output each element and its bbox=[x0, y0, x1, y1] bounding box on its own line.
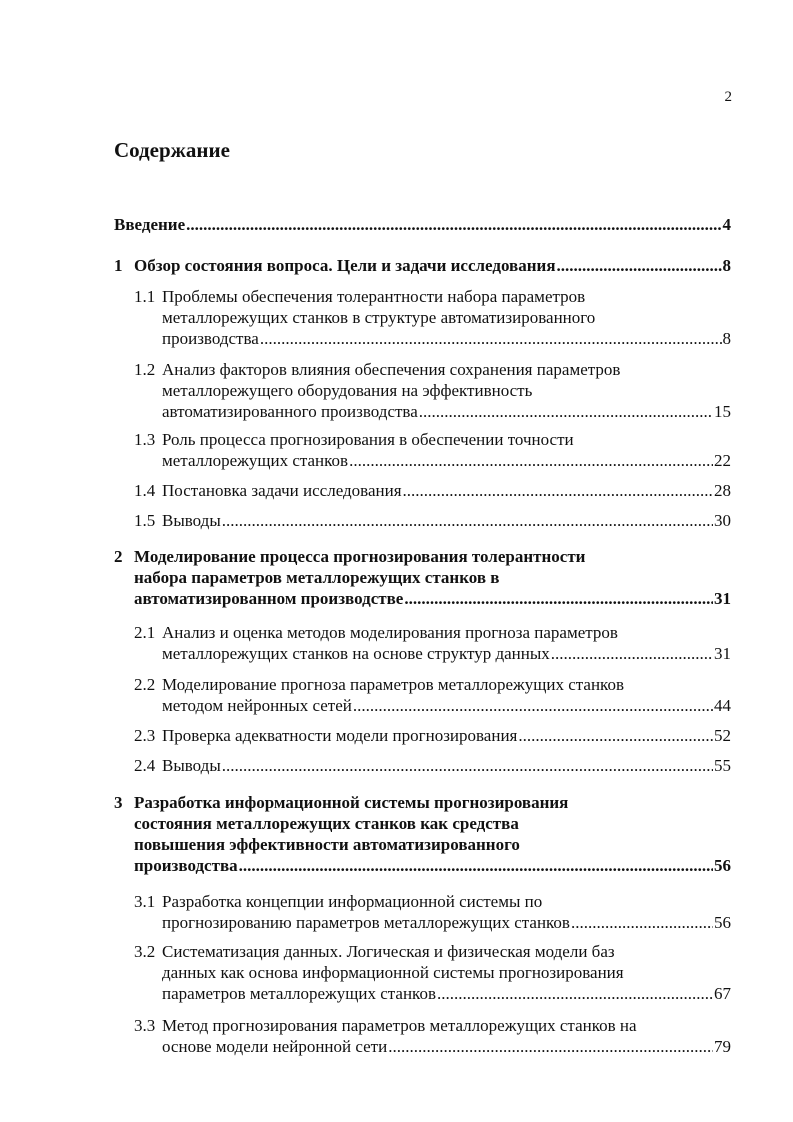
toc-entry-text-line: Постановка задачи исследования bbox=[162, 481, 402, 500]
dot-leader bbox=[551, 643, 713, 664]
toc-entry-text-line: Введение bbox=[114, 215, 186, 234]
toc-entry[interactable] bbox=[134, 480, 731, 501]
toc-entry-leader-row bbox=[162, 480, 731, 501]
toc-entry-text-line: автоматизированном производстве bbox=[134, 589, 404, 608]
toc-entry-number: 1.4 bbox=[134, 481, 156, 500]
page-title: Содержание bbox=[114, 138, 230, 162]
dot-leader bbox=[404, 588, 713, 609]
dot-leader bbox=[571, 912, 713, 933]
toc-entry-number: 3.3 bbox=[134, 1016, 156, 1035]
toc-entry-page: 56 bbox=[714, 856, 731, 875]
toc-entry-leader-row bbox=[114, 214, 731, 235]
toc-entry-text-line: Разработка концепции информационной системы по bbox=[162, 892, 543, 911]
dot-leader bbox=[419, 401, 713, 422]
toc-entry-number: 2.4 bbox=[134, 756, 156, 775]
dot-leader bbox=[349, 450, 713, 471]
toc-entry-text-line: повышения эффективности автоматизированного bbox=[134, 835, 520, 854]
toc-entry-number: 1.2 bbox=[134, 360, 156, 379]
toc-entry-text-line: Выводы bbox=[162, 511, 221, 530]
toc-entry-text-line: Проблемы обеспечения толерантности набора параметров bbox=[162, 287, 586, 306]
toc-entry-leader-row bbox=[134, 588, 731, 609]
toc-entry-page: 55 bbox=[714, 756, 731, 775]
dot-leader bbox=[186, 214, 721, 235]
toc-entry-number: 1.1 bbox=[134, 287, 156, 306]
toc-entry-text-line: Разработка информационной системы прогнозирования bbox=[134, 793, 569, 812]
toc-entry-leader-row bbox=[162, 643, 731, 664]
page-number: 2 bbox=[724, 89, 732, 105]
toc-entry-text-line: металлорежущих станков bbox=[162, 451, 349, 470]
toc-entry[interactable] bbox=[134, 622, 731, 664]
toc-entry-text-line: прогнозированию параметров металлорежущих станков bbox=[162, 913, 570, 932]
toc-entry[interactable] bbox=[134, 755, 731, 776]
toc-entry-text-line: металлорежущих станков на основе структур данных bbox=[162, 644, 550, 663]
toc-entry-text-line: Моделирование процесса прогнозирования толерантности bbox=[134, 547, 586, 566]
toc-entry[interactable] bbox=[114, 546, 731, 609]
toc-entry-number: 2.2 bbox=[134, 675, 156, 694]
toc-entry-page: 8 bbox=[722, 329, 731, 348]
toc-entry-page: 8 bbox=[722, 256, 731, 275]
toc-entry-number: 2.3 bbox=[134, 726, 156, 745]
toc-entry[interactable] bbox=[134, 429, 731, 471]
toc-entry-number: 3.1 bbox=[134, 892, 156, 911]
toc-entry[interactable] bbox=[134, 510, 731, 531]
toc-entry-text-line: Метод прогнозирования параметров металлорежущих станков на bbox=[162, 1016, 637, 1035]
toc-entry-page: 22 bbox=[714, 451, 731, 470]
toc-entry-text-line: основе модели нейронной сети bbox=[162, 1037, 388, 1056]
toc-entry-text-line: параметров металлорежущих станков bbox=[162, 984, 436, 1003]
toc-entry[interactable] bbox=[114, 214, 731, 235]
toc-entry-leader-row bbox=[162, 328, 731, 349]
dot-leader bbox=[403, 480, 713, 501]
toc-entry-text-line: Проверка адекватности модели прогнозирования bbox=[162, 726, 518, 745]
toc-entry[interactable] bbox=[134, 286, 731, 349]
toc-entry-leader-row bbox=[162, 510, 731, 531]
toc-entry-leader-row bbox=[162, 912, 731, 933]
toc-entry[interactable] bbox=[134, 891, 731, 933]
toc-entry-leader-row bbox=[162, 755, 731, 776]
dot-leader bbox=[557, 255, 722, 276]
toc-entry-leader-row bbox=[162, 1036, 731, 1057]
toc-entry-text-line: Систематизация данных. Логическая и физическая модели баз bbox=[162, 942, 615, 961]
dot-leader bbox=[260, 328, 722, 349]
toc-entry-page: 31 bbox=[714, 644, 731, 663]
toc-entry-text-line: Выводы bbox=[162, 756, 221, 775]
dot-leader bbox=[388, 1036, 713, 1057]
toc-entry-text-line: Анализ факторов влияния обеспечения сохранения параметров bbox=[162, 360, 621, 379]
dot-leader bbox=[239, 855, 713, 876]
dot-leader bbox=[437, 983, 713, 1004]
toc-entry-page: 44 bbox=[714, 696, 731, 715]
toc-entry-text-line: производства bbox=[134, 856, 238, 875]
toc-entry[interactable] bbox=[134, 674, 731, 716]
toc-entry-text-line: металлорежущего оборудования на эффективность bbox=[162, 381, 533, 400]
toc-entry-leader-row bbox=[162, 450, 731, 471]
dot-leader bbox=[353, 695, 713, 716]
toc-entry-number: 3 bbox=[114, 793, 123, 812]
toc-entry-number: 3.2 bbox=[134, 942, 156, 961]
toc-entry-text-line: данных как основа информационной системы прогнозирования bbox=[162, 963, 624, 982]
toc-entry[interactable] bbox=[134, 359, 731, 422]
toc-entry-number: 1 bbox=[114, 256, 123, 275]
toc-entry-number: 2.1 bbox=[134, 623, 156, 642]
toc-entry-text-line: набора параметров металлорежущих станков в bbox=[134, 568, 500, 587]
toc-entry-text-line: Обзор состояния вопроса. Цели и задачи исследования bbox=[134, 256, 556, 275]
toc-entry-leader-row bbox=[134, 855, 731, 876]
toc-entry-page: 56 bbox=[714, 913, 731, 932]
toc-entry-leader-row bbox=[162, 401, 731, 422]
toc-entry-page: 52 bbox=[714, 726, 731, 745]
toc-entry[interactable] bbox=[134, 941, 731, 1004]
toc-entry-page: 79 bbox=[714, 1037, 731, 1056]
toc-entry-leader-row bbox=[134, 255, 731, 276]
toc-entry[interactable] bbox=[114, 792, 731, 876]
toc-entry-page: 30 bbox=[714, 511, 731, 530]
toc-entry-text-line: методом нейронных сетей bbox=[162, 696, 352, 715]
toc-entry-leader-row bbox=[162, 725, 731, 746]
toc-entry-text-line: Анализ и оценка методов моделирования прогноза параметров bbox=[162, 623, 618, 642]
toc-entry[interactable] bbox=[134, 725, 731, 746]
toc-entry-page: 67 bbox=[714, 984, 731, 1003]
toc-entry[interactable] bbox=[114, 255, 731, 276]
dot-leader bbox=[222, 755, 713, 776]
dot-leader bbox=[518, 725, 713, 746]
toc-entry-text-line: Роль процесса прогнозирования в обеспечении точности bbox=[162, 430, 574, 449]
toc-entry-text-line: автоматизированного производства bbox=[162, 402, 418, 421]
dot-leader bbox=[222, 510, 713, 531]
toc-entry-page: 28 bbox=[714, 481, 731, 500]
toc-entry-number: 1.3 bbox=[134, 430, 156, 449]
toc-entry-text-line: металлорежущих станков в структуре автоматизированного bbox=[162, 308, 596, 327]
toc-entry-number: 2 bbox=[114, 547, 123, 566]
toc-entry-text-line: Моделирование прогноза параметров металлорежущих станков bbox=[162, 675, 624, 694]
toc-entry-text-line: состояния металлорежущих станков как средства bbox=[134, 814, 519, 833]
toc-entry-page: 31 bbox=[714, 589, 731, 608]
toc-entry-page: 4 bbox=[722, 215, 731, 234]
toc-entry-number: 1.5 bbox=[134, 511, 156, 530]
toc-entry-text-line: производства bbox=[162, 329, 259, 348]
toc-entry-page: 15 bbox=[714, 402, 731, 421]
toc-entry-leader-row bbox=[162, 695, 731, 716]
toc-entry-leader-row bbox=[162, 983, 731, 1004]
toc-entry[interactable] bbox=[134, 1015, 731, 1057]
